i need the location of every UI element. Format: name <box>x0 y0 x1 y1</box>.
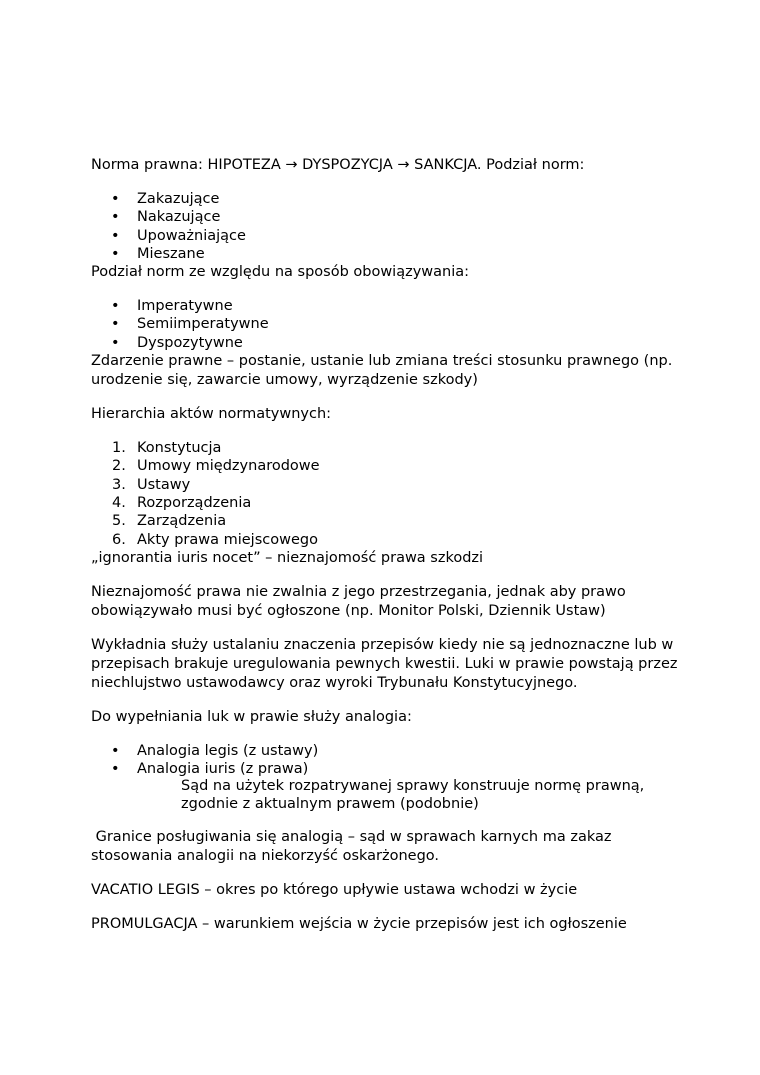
list-item: • Semiimperatywne <box>111 316 269 333</box>
bullet-icon: • <box>111 227 120 244</box>
list-item: • Mieszane <box>111 245 205 262</box>
list-item: • Imperatywne <box>111 298 233 315</box>
intro-paragraph: Norma prawna: HIPOTEZA → DYSPOZYCJA → SANKCJA. Podział norm: <box>91 157 585 173</box>
list-item: 1. Konstytucja <box>112 440 222 457</box>
binding-types-list <box>91 297 691 352</box>
hierarchy-list <box>91 439 691 549</box>
bullet-icon: • <box>111 761 120 778</box>
maxim-paragraph: „ignorantia iuris nocet” – nieznajomość prawa szkodzi <box>91 549 484 566</box>
list-item: • Upoważniające <box>111 227 246 244</box>
list-item: 2. Umowy międzynarodowe <box>112 458 320 475</box>
analogy-list <box>91 742 691 779</box>
vacatio-legis-paragraph: VACATIO LEGIS – okres po którego upływie ustawa wchodzi w życie <box>91 882 578 899</box>
bullet-icon: • <box>111 191 120 207</box>
ignorance-paragraph: Nieznajomość prawa nie zwalnia z jego przestrzegania, jednak aby prawo obowiązywało musi być ogłoszone (np. Monitor Polski, Dziennik Ustaw) <box>91 583 626 619</box>
list-item: 5. Zarządzenia <box>112 513 227 530</box>
analogy-note: Sąd na użytek rozpatrywanej sprawy konstruuje normę prawną, zgodnie z aktualnym prawem (podobnie) <box>181 778 645 812</box>
list-item: 3. Ustawy <box>112 476 191 493</box>
list-item: 4. Rozporządzenia <box>112 494 252 511</box>
list-item: • Dyspozytywne <box>111 334 243 351</box>
promulgation-paragraph: PROMULGACJA – warunkiem wejścia w życie przepisów jest ich ogłoszenie <box>91 916 627 933</box>
list-item: • Zakazujące <box>111 191 220 207</box>
list-item: 6. Akty prawa miejscowego <box>112 531 318 548</box>
bullet-icon: • <box>111 316 120 333</box>
bullet-icon: • <box>111 245 120 262</box>
interpretation-paragraph: Wykładnia służy ustalaniu znaczenia przepisów kiedy nie są jednoznaczne lub w przepisach brakuje uregulowania pewnych kwestii. Luki w prawie powstają przez niechlujstwo ustawodawcy oraz wyroki Trybunału Konstytucyjnego. <box>91 636 678 691</box>
document-page <box>91 156 691 934</box>
analogy-limits-paragraph: Granice posługiwania się analogią – sąd w sprawach karnych ma zakaz stosowania analogii na niekorzyść oskarżonego. <box>91 829 612 865</box>
list-item: • Nakazujące <box>111 209 221 226</box>
norm-types-list <box>91 190 691 263</box>
list-item: • Analogia legis (z ustawy) <box>111 742 319 759</box>
bullet-icon: • <box>111 742 120 759</box>
bullet-icon: • <box>111 298 120 315</box>
analogy-heading: Do wypełniania luk w prawie służy analogia: <box>91 708 412 725</box>
legal-event-paragraph: Zdarzenie prawne – postanie, ustanie lub zmiana treści stosunku prawnego (np. urodzenie się, zawarcie umowy, wyrządzenie szkody) <box>91 353 673 389</box>
list-item: • Analogia iuris (z prawa) <box>111 761 309 778</box>
bullet-icon: • <box>111 334 120 351</box>
bullet-icon: • <box>111 209 120 226</box>
hierarchy-heading: Hierarchia aktów normatywnych: <box>91 406 332 423</box>
heading-norm-binding: Podział norm ze względu na sposób obowiązywania: <box>91 264 470 281</box>
